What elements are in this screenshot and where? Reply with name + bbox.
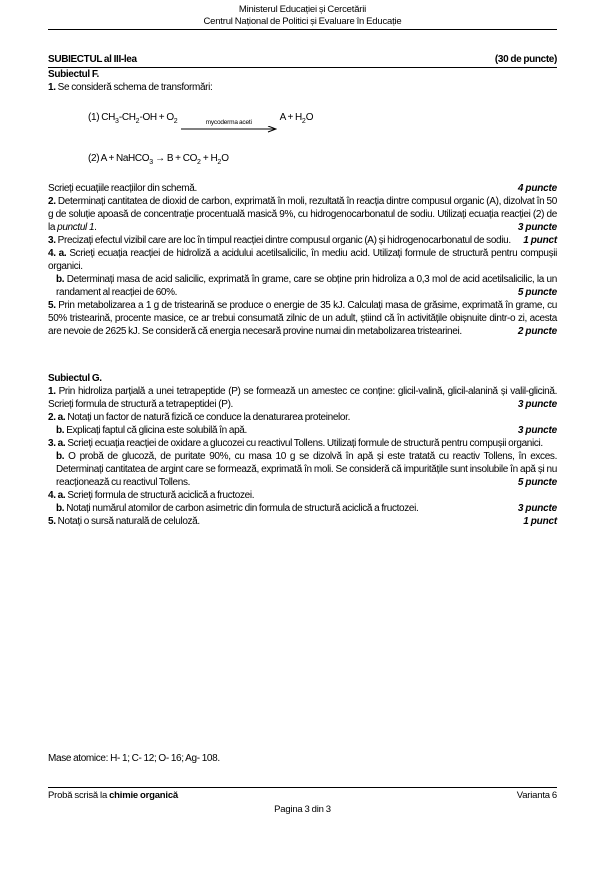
item-points: 5 puncte bbox=[512, 476, 557, 489]
item-points: 3 puncte bbox=[512, 398, 557, 411]
item-text: 3. Precizați efectul vizibil care are loc în timpul reacției dintre compusul organic (A) și hidrogenocarbonatul de sodiu. bbox=[48, 235, 511, 246]
section-title: SUBIECTUL al III-lea bbox=[48, 54, 137, 65]
item-text: 5. Prin metabolizarea a 1 g de tristearină se produce o energie de 35 kJ. Calculați masa de grăsime, exprimată în grame, cu 50% tristearină, procente masice, ce ar trebui consumată zilnic de un adult, știind că în activitățile obișnuite dintr-o zi, acesta are nevoie de 2625 kJ. Se consideră că energia necesară provine numai din metabolizarea tristearinei. bbox=[48, 300, 557, 337]
exam-item bbox=[48, 299, 557, 338]
item-points: 3 puncte bbox=[512, 424, 557, 437]
item-points: 1 punct bbox=[517, 234, 557, 247]
exam-item bbox=[48, 273, 557, 299]
item-points: 5 puncte bbox=[512, 286, 557, 299]
item-text: Scrieți ecuațiile reacțiilor din schemă. bbox=[48, 183, 197, 194]
item-text: b. Notați numărul atomilor de carbon asimetric din formula de structură aciclică a fructozei. bbox=[56, 503, 419, 514]
footer-exam-type: Probă scrisă la chimie organică bbox=[48, 790, 179, 801]
exam-item bbox=[48, 385, 557, 411]
exam-item bbox=[48, 411, 557, 424]
arrow-icon bbox=[181, 126, 277, 133]
document-header bbox=[48, 4, 557, 27]
subject-f-items bbox=[48, 182, 557, 338]
catalyst-label: mycoderma aceti bbox=[205, 119, 252, 126]
exam-item bbox=[48, 515, 557, 528]
exam-item bbox=[48, 450, 557, 489]
equation-1 bbox=[88, 111, 557, 133]
subject-f-heading: Subiectul F. bbox=[48, 69, 99, 80]
exam-item bbox=[48, 424, 557, 437]
exam-item bbox=[48, 502, 557, 515]
equation-1-left: (1) $CH_3-CH_2-OH + O_2$ bbox=[88, 112, 178, 125]
exam-item bbox=[48, 489, 557, 502]
equation-2: (2) A + NaHCO$_3$ → $B + CO_2 + H_2O$ bbox=[88, 153, 229, 166]
exam-item bbox=[48, 247, 557, 273]
exam-item bbox=[48, 182, 557, 195]
item-points: 3 puncte bbox=[512, 221, 557, 234]
page-number: Pagina 3 din 3 bbox=[274, 804, 331, 815]
subject-f-intro: 1. Se consideră schema de transformări: bbox=[48, 82, 213, 93]
item-text: b. Explicați faptul că glicina este solubilă în apă. bbox=[56, 425, 247, 436]
item-points: 1 punct bbox=[517, 515, 557, 528]
item-text: 4. a. Scrieți ecuația reacției de hidroliză a acidului acetilsalicilic, în mediu acid. Utilizați formule de structură pentru compușii organici. bbox=[48, 248, 557, 272]
subject-g-heading: Subiectul G. bbox=[48, 373, 102, 384]
exam-item bbox=[48, 234, 557, 247]
header-rule bbox=[48, 29, 557, 30]
subject-g-items bbox=[48, 385, 557, 528]
footer-variant: Varianta 6 bbox=[516, 790, 557, 801]
item-points: 2 puncte bbox=[512, 325, 557, 338]
exam-item bbox=[48, 195, 557, 234]
equation-1-right: $A + H_2O$ bbox=[279, 112, 314, 125]
reaction-scheme bbox=[88, 111, 557, 169]
item-text: 3. a. Scrieți ecuația reacției de oxidare a glucozei cu reactivul Tollens. Utilizați formule de structură pentru compușii organici. bbox=[48, 438, 543, 449]
item-text: 2. a. Notați un factor de natură fizică ce conduce la denaturarea proteinelor. bbox=[48, 412, 351, 423]
item-text: 1. Prin hidroliza parțială a unei tetrapeptide (P) se formează un amestec ce conține: glicil-valină, glicil-alanină și valil-glicină. Scrieți formula de structură a tetrapeptidei (P). bbox=[48, 386, 557, 410]
blank-space bbox=[48, 528, 557, 752]
item-text: b. Determinați masa de acid salicilic, exprimată în grame, care se obține prin hidroliza a 0,3 mol de acid acetilsalicilic, la un randament al reacției de 60%. bbox=[56, 274, 557, 298]
item-text: b. O probă de glucoză, de puritate 90%, cu masa 10 g se dizolvă în apă și este tratată cu reactiv Tollens, în exces. Determinați cantitatea de argint care se formează, exprimată în moli. Se consideră că impuritățile sunt insolubile în apă și nu reacționează cu reactivul Tollens. bbox=[56, 451, 557, 488]
section-title-row bbox=[48, 54, 557, 68]
item-points: 3 puncte bbox=[512, 502, 557, 515]
footer-rule bbox=[48, 787, 557, 788]
section-total-points: (30 de puncte) bbox=[494, 54, 557, 65]
item-text: 4. a. Scrieți formula de structură aciclică a fructozei. bbox=[48, 490, 255, 501]
item-text: 5. Notați o sursă naturală de celuloză. bbox=[48, 516, 200, 527]
ministry-line: Ministerul Educației și Cercetării bbox=[238, 4, 367, 15]
item-text: 2. Determinați cantitatea de dioxid de carbon, exprimată în moli, rezultată în reacția dintre compusul organic (A), dizolvat în 50 g de soluție apoasă de concentrație procentuală masică 9%, cu hidrogenocarbonatul de sodiu. Utilizați ecuația reacției (2) de la punctul 1. bbox=[48, 196, 557, 233]
footer bbox=[48, 790, 557, 802]
exam-item bbox=[48, 437, 557, 450]
item-points: 4 puncte bbox=[512, 182, 557, 195]
reaction-arrow bbox=[181, 119, 277, 133]
atomic-masses: Mase atomice: H- 1; C- 12; O- 16; Ag- 108. bbox=[48, 753, 220, 764]
center-line: Centrul Național de Politici și Evaluare în Educație bbox=[203, 15, 402, 27]
